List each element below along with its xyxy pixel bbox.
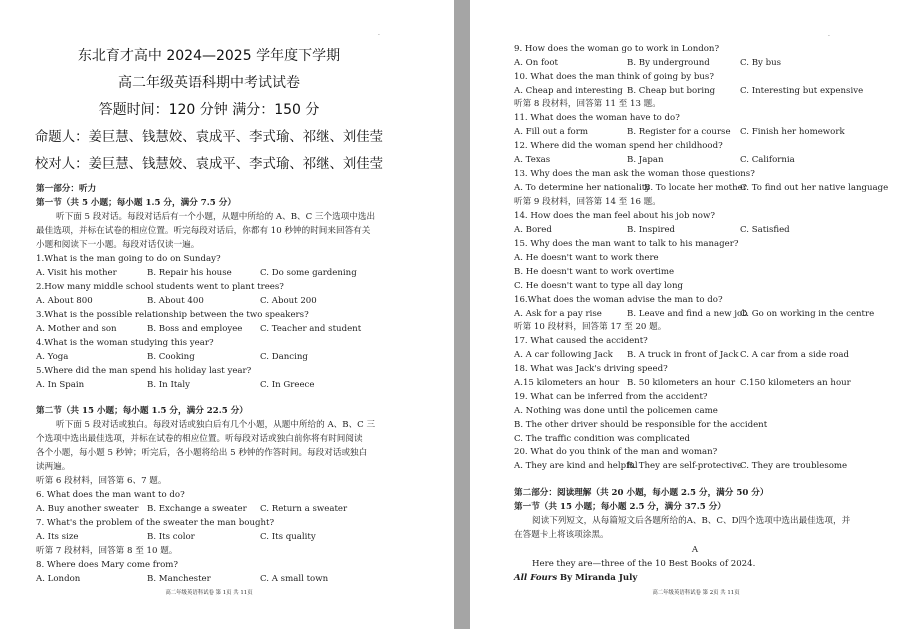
section1-instruction: 听下面 5 段对话。每段对话后有一个小题，从题中所给的 A、B、C 三个选项中选出 (56, 212, 376, 222)
option-b: B. Leave and find a new job (627, 309, 748, 319)
option-c: C. California (740, 155, 795, 165)
option-c: C. About 200 (260, 296, 317, 306)
option-c: C. A small town (260, 574, 329, 584)
question-8: 8. Where does Mary come from? (36, 560, 179, 570)
page-footer: 高二年级英语科试卷 第 2页 共 11页 (652, 590, 740, 596)
option-b: B. Inspired (627, 225, 676, 235)
option-b: B. He doesn't want to work overtime (514, 267, 675, 277)
material-8: 听第 8 段材料，回答第 11 至 13 题。 (514, 99, 661, 109)
option-a: A. Mother and son (36, 324, 117, 334)
option-a: A. Cheap and interesting (514, 86, 623, 96)
option-b: B. Repair his house (147, 268, 232, 278)
section2-instruction: 听下面 5 段对话或独白。每段对话或独白后有几个小题，从题中所给的 A、B、C 三 (56, 420, 376, 430)
passage-intro: Here they are—three of the 10 Best Books of 2024. (532, 559, 756, 569)
exam-title: 高二年级英语科期中考试试卷 (118, 75, 300, 91)
scan-mark: . (378, 30, 380, 37)
question-11: 11. What does the woman have to do? (514, 113, 680, 123)
question-14: 14. How does the man feel about his job now? (514, 211, 715, 221)
option-a: A. Fill out a form (514, 127, 588, 137)
option-a: A. Its size (36, 532, 79, 542)
part2-instruction: 在答题卡上将该项涂黑。 (514, 530, 609, 540)
option-a: A. Visit his mother (36, 268, 117, 278)
section2-instruction: 读两遍。 (36, 462, 71, 472)
option-a: A. They are kind and helpful (514, 461, 638, 471)
page-gap (454, 0, 470, 629)
option-a: A. In Spain (36, 380, 85, 390)
option-b: B. Cheap but boring (627, 86, 716, 96)
option-a: A. A car following Jack (514, 350, 613, 360)
material-10: 听第 10 段材料，回答第 17 至 20 题。 (514, 322, 667, 332)
option-b: B. By underground (627, 58, 710, 68)
question-9: 9. How does the woman go to work in London? (514, 44, 720, 54)
option-a: A. About 800 (36, 296, 93, 306)
scan-mark: . (828, 31, 830, 38)
option-c: C. He doesn't want to type all day long (514, 281, 684, 291)
option-c: C. The traffic condition was complicated (514, 434, 691, 444)
question-19: 19. What can be inferred from the accident? (514, 392, 708, 402)
question-1: 1.What is the man going to do on Sunday? (36, 254, 221, 264)
question-20: 20. What do you think of the man and woman? (514, 447, 718, 457)
option-a: A. Buy another sweater (36, 504, 139, 514)
part2-section1-title: 第一节（共 15 小题；每小题 2.5 分，满分 37.5 分） (514, 502, 726, 512)
question-5: 5.Where did the man spend his holiday last year? (36, 366, 252, 376)
option-c: C. In Greece (260, 380, 315, 390)
option-b: B. The other driver should be responsible for the accident (514, 420, 768, 430)
option-c: C. By bus (740, 58, 782, 68)
time-score: 答题时间：120 分钟 满分：150 分 (98, 102, 320, 118)
part2-title: 第二部分：阅读理解（共 20 小题，每小题 2.5 分，满分 50 分） (514, 488, 769, 498)
section1-instruction: 小题和阅读下一小题。每段对话仅读一遍。 (36, 240, 200, 250)
option-b: B. A truck in front of Jack (627, 350, 739, 360)
option-a: A. Texas (514, 155, 551, 165)
section2-title: 第二节（共 15 小题；每小题 1.5 分，满分 22.5 分） (36, 406, 248, 416)
option-b: B. They are self-protective (627, 461, 743, 471)
material-6: 听第 6 段材料，回答第 6、7 题。 (36, 476, 167, 486)
book-1-title: All Fours (514, 573, 558, 583)
material-9: 听第 9 段材料，回答第 14 至 16 题。 (514, 197, 661, 207)
option-c: C. Finish her homework (740, 127, 845, 137)
section1-instruction: 最佳选项，并标在试卷的相应位置。听完每段对话后，你都有 10 秒钟的时间来回答有关 (36, 226, 371, 236)
question-2: 2.How many middle school students went to plant trees? (36, 282, 284, 292)
question-4: 4.What is the woman studying this year? (36, 338, 214, 348)
option-b: B. Register for a course (627, 127, 731, 137)
option-b: B. Cooking (147, 352, 195, 362)
option-a: A. Ask for a pay rise (514, 309, 602, 319)
option-c: C. A car from a side road (740, 350, 850, 360)
option-b: B. Manchester (147, 574, 211, 584)
option-c: C. Teacher and student (260, 324, 362, 334)
book-1-heading (514, 573, 637, 583)
option-a: A. Yoga (36, 352, 69, 362)
option-b: B. Exchange a sweater (147, 504, 247, 514)
reviewers: 校对人：姜巨慧、钱慧姣、袁成平、李式瑜、祁继、刘佳莹 (34, 157, 384, 172)
option-a: A. He doesn't want to work there (514, 253, 659, 263)
question-12: 12. Where did the woman spend her childhood? (514, 141, 723, 151)
option-c: C.150 kilometers an hour (740, 378, 851, 388)
page-footer: 高二年级英语科试卷 第 1页 共 11页 (165, 590, 253, 596)
option-b: B. To locate her mother (644, 183, 747, 193)
page-1 (0, 0, 454, 629)
question-17: 17. What caused the accident? (514, 336, 648, 346)
material-7: 听第 7 段材料，回答第 8 至 10 题。 (36, 546, 178, 556)
option-c: C. Satisfied (740, 225, 790, 235)
school-title: 东北育才高中 2024—2025 学年度下学期 (77, 48, 341, 64)
passage-label: A (691, 545, 699, 555)
proposers: 命题人：姜巨慧、钱慧姣、袁成平、李式瑜、祁继、刘佳莹 (34, 130, 384, 145)
option-a: A.15 kilometers an hour (514, 378, 620, 388)
question-3: 3.What is the possible relationship between the two speakers? (36, 310, 309, 320)
section2-instruction: 各个小题，每小题 5 秒钟；听完后，各小题将给出 5 秒钟的作答时间。每段对话或独白 (36, 448, 368, 458)
option-b: B. 50 kilometers an hour (627, 378, 736, 388)
question-10: 10. What does the man think of going by bus? (514, 72, 714, 82)
option-a: A. Nothing was done until the policemen came (514, 406, 718, 416)
option-a: A. On foot (514, 58, 558, 68)
option-c: C. To find out her native language (740, 183, 889, 193)
question-7: 7. What's the problem of the sweater the man bought? (36, 518, 275, 528)
option-b: B. Japan (627, 155, 664, 165)
section2-instruction: 个选项中选出最佳选项，并标在试卷的相应位置。听每段对话或独白前你将有时间阅读 (36, 434, 363, 444)
question-15: 15. Why does the man want to talk to his manager? (514, 239, 739, 249)
option-a: A. London (36, 574, 81, 584)
option-c: C. Dancing (260, 352, 308, 362)
option-c: C. Interesting but expensive (740, 86, 864, 96)
option-c: C. They are troublesome (740, 461, 848, 471)
option-b: B. In Italy (147, 380, 191, 390)
question-16: 16.What does the woman advise the man to do? (514, 295, 723, 305)
page-2 (470, 0, 922, 629)
option-c: C. Its quality (260, 532, 316, 542)
part1-title: 第一部分：听力 (36, 184, 97, 194)
part2-instruction: 阅读下列短文，从每篇短文后各题所给的A、B、C、D四个选项中选出最佳选项，并 (532, 516, 851, 526)
option-c: C. Do some gardening (260, 268, 357, 278)
question-6: 6. What does the man want to do? (36, 490, 185, 500)
option-a: A. Bored (514, 225, 552, 235)
option-c: C. Go on working in the centre (740, 309, 875, 319)
question-18: 18. What was Jack's driving speed? (514, 364, 668, 374)
option-a: A. To determine her nationality (514, 183, 651, 193)
option-b: B. About 400 (147, 296, 204, 306)
book-1-author: By Miranda July (559, 573, 638, 583)
option-c: C. Return a sweater (260, 504, 348, 514)
option-b: B. Its color (147, 532, 195, 542)
question-13: 13. Why does the man ask the woman those questions? (514, 169, 755, 179)
section1-title: 第一节（共 5 小题；每小题 1.5 分，满分 7.5 分） (36, 198, 236, 208)
option-b: B. Boss and employee (147, 324, 243, 334)
